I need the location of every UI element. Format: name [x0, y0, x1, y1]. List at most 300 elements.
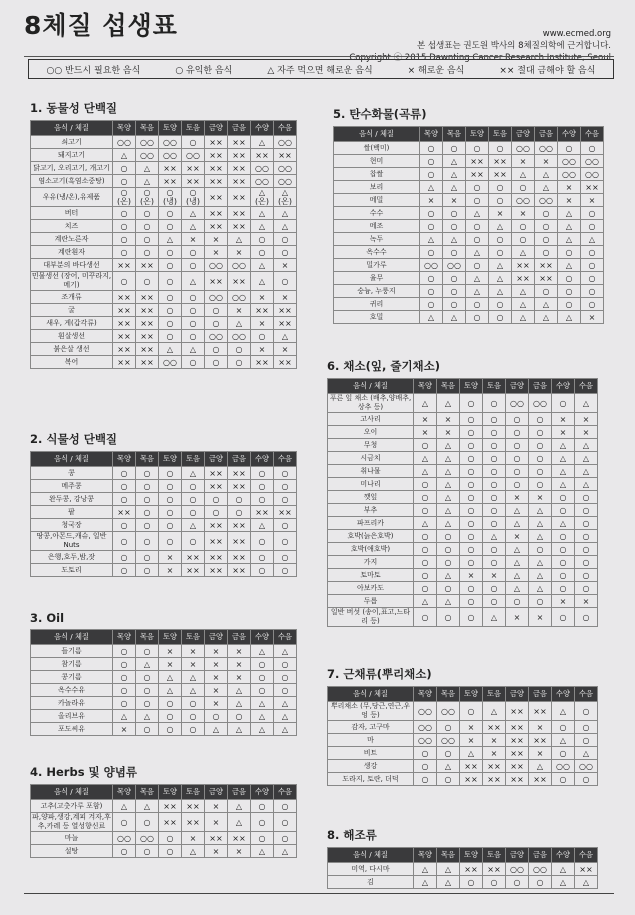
food-name-cell: 부추: [328, 504, 414, 517]
rating-cell: △: [506, 556, 529, 569]
food-name-cell: 들기름: [31, 645, 113, 658]
rating-cell: ××: [512, 259, 535, 272]
rating-cell: ×: [251, 317, 274, 330]
table-header-row: [328, 848, 598, 863]
rating-cell: ○: [535, 207, 558, 220]
rating-cell: ○○: [205, 291, 228, 304]
rating-cell: ○: [466, 181, 489, 194]
rating-cell: ○○: [575, 760, 598, 773]
rating-cell: △: [466, 207, 489, 220]
rating-cell: ○: [136, 551, 159, 564]
table-row: [328, 504, 598, 517]
column-header-constitution: 토음: [182, 452, 205, 467]
rating-cell: ○: [113, 175, 136, 188]
rating-cell: △: [552, 478, 575, 491]
top-divider: [24, 56, 614, 57]
food-table: [30, 451, 297, 577]
rating-cell: ○: [420, 168, 443, 181]
rating-cell: ××: [182, 551, 205, 564]
column-header-constitution: 목양: [113, 785, 136, 800]
rating-cell: ×: [414, 426, 437, 439]
rating-cell: ○: [414, 608, 437, 627]
rating-cell: ××: [205, 220, 228, 233]
rating-cell: ××: [182, 800, 205, 813]
rating-cell: ○: [575, 773, 598, 786]
rating-cell: △: [228, 697, 251, 710]
table-row: [31, 317, 297, 330]
food-name-cell: 취나물: [328, 465, 414, 478]
rating-cell: ××: [529, 773, 552, 786]
rating-cell: ○: [159, 272, 182, 291]
rating-cell: △: [552, 517, 575, 530]
table-row: [328, 773, 598, 786]
rating-cell: ○: [483, 504, 506, 517]
rating-cell: △: [512, 285, 535, 298]
rating-cell: △: [529, 517, 552, 530]
rating-cell: ×: [506, 491, 529, 504]
website-link[interactable]: www.ecmed.org: [542, 29, 611, 39]
table-row: [31, 233, 297, 246]
rating-cell: ○○: [159, 356, 182, 369]
rating-cell: ○: [136, 506, 159, 519]
rating-cell: ××: [113, 343, 136, 356]
rating-cell: ○○: [535, 142, 558, 155]
column-header-constitution: 금음: [535, 127, 558, 142]
food-name-cell: 조개류: [31, 291, 113, 304]
rating-cell: △: [274, 207, 297, 220]
rating-cell: △: [274, 220, 297, 233]
rating-cell: ○○: [437, 702, 460, 721]
rating-cell: △: [506, 543, 529, 556]
rating-cell: ○: [274, 671, 297, 684]
rating-cell: ×: [228, 645, 251, 658]
rating-cell: ××: [228, 220, 251, 233]
rating-cell: ○: [460, 439, 483, 452]
table-row: [328, 452, 598, 465]
table-row: [334, 233, 604, 246]
rating-cell: ×: [182, 832, 205, 845]
rating-cell: ○○: [205, 259, 228, 272]
rating-cell: ○○: [159, 149, 182, 162]
rating-cell: ○○: [228, 259, 251, 272]
rating-cell: ○: [535, 220, 558, 233]
table-row: [31, 710, 297, 723]
rating-cell: △: [575, 478, 598, 491]
table-row: [31, 671, 297, 684]
table-row: [31, 813, 297, 832]
rating-cell: △: [535, 168, 558, 181]
table-row: [31, 697, 297, 710]
column-header-constitution: 수음: [274, 121, 297, 136]
rating-cell: ×: [512, 207, 535, 220]
table-row: [31, 532, 297, 551]
rating-cell: △: [182, 272, 205, 291]
rating-cell: ×: [443, 194, 466, 207]
column-header-food: 음식 / 체질: [31, 785, 113, 800]
section-title: 7. 근채류(뿌리채소): [327, 667, 432, 681]
column-header-constitution: 토음: [182, 630, 205, 645]
rating-cell: △: [251, 220, 274, 233]
table-row: [31, 207, 297, 220]
rating-cell: ○: [437, 608, 460, 627]
food-name-cell: 가지: [328, 556, 414, 569]
column-header-constitution: 목양: [113, 452, 136, 467]
rating-cell: ×: [489, 207, 512, 220]
column-header-constitution: 토양: [159, 452, 182, 467]
rating-cell: △: [512, 311, 535, 324]
rating-cell: ×: [205, 658, 228, 671]
rating-cell: ○○: [113, 136, 136, 149]
table-row: [334, 194, 604, 207]
rating-cell: ○: [512, 181, 535, 194]
rating-cell: ×: [205, 813, 228, 832]
column-header-constitution: 토양: [159, 121, 182, 136]
section-root-vegetables: [327, 666, 598, 786]
rating-cell: ×: [228, 845, 251, 858]
rating-cell: ×: [274, 259, 297, 272]
rating-cell: △: [552, 439, 575, 452]
rating-cell: △: [251, 723, 274, 736]
rating-cell: △: [414, 863, 437, 876]
rating-cell: ○: [466, 142, 489, 155]
rating-cell: ○: [136, 723, 159, 736]
section-animal-protein: [30, 100, 297, 369]
section-title: 5. 탄수화물(곡류): [333, 107, 427, 121]
rating-cell: ××: [136, 317, 159, 330]
table-header-row: [31, 630, 297, 645]
rating-cell: ○: [113, 551, 136, 564]
table-row: [31, 259, 297, 272]
food-name-cell: 수수: [334, 207, 420, 220]
table-row: [31, 800, 297, 813]
table-row: [328, 426, 598, 439]
rating-cell: ○: [274, 493, 297, 506]
rating-cell: ○: [575, 556, 598, 569]
rating-cell: ○: [575, 608, 598, 627]
rating-cell: ○: [274, 813, 297, 832]
rating-cell: △: [251, 272, 274, 291]
rating-cell: ○○: [552, 760, 575, 773]
rating-cell: ○: [159, 519, 182, 532]
column-header-constitution: 토음: [182, 785, 205, 800]
food-name-cell: 호박(애호박): [328, 543, 414, 556]
rating-cell: △: [437, 760, 460, 773]
column-header-constitution: 토양: [159, 630, 182, 645]
table-row: [328, 760, 598, 773]
rating-cell: ××: [506, 734, 529, 747]
rating-cell: ○: [182, 317, 205, 330]
rating-cell: ×: [506, 530, 529, 543]
section-herbs: [30, 764, 297, 858]
section-leafy-vegetables: [327, 358, 598, 627]
table-row: [31, 356, 297, 369]
rating-cell: ×: [581, 194, 604, 207]
rating-cell: ○: [136, 532, 159, 551]
rating-cell: ××: [575, 863, 598, 876]
rating-cell: ○: [443, 142, 466, 155]
rating-cell: ○: [113, 480, 136, 493]
rating-cell: ××: [228, 136, 251, 149]
rating-cell: ××: [136, 304, 159, 317]
rating-cell: ○: [535, 285, 558, 298]
rating-cell: ○: [113, 532, 136, 551]
rating-cell: ○: [552, 491, 575, 504]
table-row: [31, 845, 297, 858]
food-name-cell: 염소고기(흑염소중탕): [31, 175, 113, 188]
rating-cell: ○○: [136, 149, 159, 162]
rating-cell: △: [414, 465, 437, 478]
column-header-constitution: 금음: [228, 630, 251, 645]
column-header-constitution: 수음: [274, 630, 297, 645]
rating-cell: ○: [529, 595, 552, 608]
rating-cell: ××: [483, 773, 506, 786]
table-row: [328, 543, 598, 556]
rating-cell: ○: [205, 506, 228, 519]
rating-cell: ××: [535, 259, 558, 272]
rating-cell: △: [159, 233, 182, 246]
rating-cell: ○○: [274, 175, 297, 188]
rating-cell: ○: [581, 220, 604, 233]
rating-cell: ○: [205, 317, 228, 330]
rating-cell: ○: [483, 517, 506, 530]
rating-cell: ○: [483, 582, 506, 595]
rating-cell: ×: [159, 551, 182, 564]
rating-cell: ○: [437, 556, 460, 569]
rating-cell: ×: [512, 155, 535, 168]
rating-cell: ○: [581, 246, 604, 259]
column-header-constitution: 수음: [575, 687, 598, 702]
rating-cell: ○: [466, 298, 489, 311]
rating-cell: ○: [414, 504, 437, 517]
rating-cell: ○ (냉): [159, 188, 182, 207]
food-table: [327, 686, 598, 786]
column-header-constitution: 토음: [489, 127, 512, 142]
table-row: [328, 608, 598, 627]
food-name-cell: 새우, 게(갑각류): [31, 317, 113, 330]
rating-cell: △: [437, 452, 460, 465]
table-row: [31, 467, 297, 480]
rating-cell: △: [529, 504, 552, 517]
rating-cell: △: [414, 394, 437, 413]
rating-cell: △: [558, 311, 581, 324]
legend-item-caution: △ 자주 먹으면 해로운 음식: [267, 65, 373, 76]
rating-cell: ○: [251, 467, 274, 480]
rating-cell: ○: [414, 582, 437, 595]
rating-cell: △: [529, 582, 552, 595]
column-header-constitution: 수양: [558, 127, 581, 142]
food-name-cell: 은행,호두,밤,잣: [31, 551, 113, 564]
food-table: [327, 378, 598, 627]
rating-cell: ××: [581, 181, 604, 194]
rating-cell: △: [182, 467, 205, 480]
column-header-constitution: 토음: [182, 121, 205, 136]
rating-cell: ○: [182, 697, 205, 710]
rating-cell: ○: [182, 710, 205, 723]
rating-cell: ○○: [274, 136, 297, 149]
food-name-cell: 시금치: [328, 452, 414, 465]
table-row: [328, 491, 598, 504]
rating-cell: ○: [136, 493, 159, 506]
rating-cell: ○: [159, 832, 182, 845]
rating-cell: ××: [274, 317, 297, 330]
rating-cell: ○: [437, 530, 460, 543]
rating-cell: ××: [251, 149, 274, 162]
rating-cell: ××: [159, 800, 182, 813]
rating-cell: △: [251, 845, 274, 858]
food-name-cell: 옥수수유: [31, 684, 113, 697]
rating-cell: ×: [228, 246, 251, 259]
column-header-constitution: 수음: [575, 379, 598, 394]
column-header-constitution: 목음: [136, 121, 159, 136]
rating-cell: △: [182, 220, 205, 233]
rating-cell: ○○: [228, 330, 251, 343]
rating-cell: ○: [466, 233, 489, 246]
rating-cell: △: [437, 439, 460, 452]
rating-cell: ○: [552, 773, 575, 786]
rating-cell: ××: [506, 702, 529, 721]
food-name-cell: 도라지, 토란, 더덕: [328, 773, 414, 786]
rating-cell: △: [113, 710, 136, 723]
rating-cell: ○: [414, 773, 437, 786]
rating-cell: ○: [228, 493, 251, 506]
rating-cell: ×: [581, 311, 604, 324]
rating-cell: ○: [506, 465, 529, 478]
rating-cell: △: [414, 595, 437, 608]
rating-cell: ○: [136, 233, 159, 246]
rating-cell: ×: [274, 343, 297, 356]
rating-cell: ○: [274, 233, 297, 246]
rating-cell: △: [420, 311, 443, 324]
rating-cell: ○: [251, 233, 274, 246]
rating-cell: ○: [420, 155, 443, 168]
column-header-constitution: 토양: [460, 687, 483, 702]
rating-cell: ○: [251, 493, 274, 506]
rating-cell: ○: [460, 556, 483, 569]
table-row: [328, 439, 598, 452]
rating-cell: △: [466, 285, 489, 298]
rating-cell: ○○: [558, 168, 581, 181]
rating-cell: △: [483, 608, 506, 627]
rating-cell: ××: [466, 168, 489, 181]
rating-cell: ×: [575, 426, 598, 439]
rating-cell: ○: [414, 556, 437, 569]
rating-cell: △: [251, 645, 274, 658]
column-header-constitution: 목음: [136, 785, 159, 800]
table-header-row: [31, 452, 297, 467]
rating-cell: ×: [205, 800, 228, 813]
rating-cell: △: [575, 465, 598, 478]
rating-cell: ○: [437, 543, 460, 556]
rating-cell: ××: [466, 155, 489, 168]
food-name-cell: 청국장: [31, 519, 113, 532]
rating-cell: △: [460, 747, 483, 760]
rating-cell: ×: [483, 747, 506, 760]
rating-cell: ○: [460, 582, 483, 595]
rating-cell: ○: [489, 233, 512, 246]
rating-cell: ○: [483, 426, 506, 439]
rating-cell: ×: [535, 155, 558, 168]
food-table: [327, 847, 598, 889]
rating-cell: ○: [182, 506, 205, 519]
rating-cell: ○: [113, 564, 136, 577]
rating-cell: ××: [506, 760, 529, 773]
table-row: [328, 394, 598, 413]
food-table: [30, 629, 297, 736]
rating-cell: △: [552, 465, 575, 478]
column-header-constitution: 토양: [460, 848, 483, 863]
rating-cell: ○: [489, 311, 512, 324]
rating-cell: ○: [113, 493, 136, 506]
rating-cell: ×: [552, 595, 575, 608]
rating-cell: △: [512, 246, 535, 259]
column-header-constitution: 금양: [512, 127, 535, 142]
rating-cell: ○: [136, 645, 159, 658]
rating-cell: ○: [483, 478, 506, 491]
table-row: [31, 645, 297, 658]
food-name-cell: 호박(늙은호박): [328, 530, 414, 543]
food-name-cell: 우유(냉/온),유제품: [31, 188, 113, 207]
column-header-food: 음식 / 체질: [328, 379, 414, 394]
food-name-cell: 민물생선 (장어, 미꾸라지, 메기): [31, 272, 112, 289]
rating-cell: ○: [512, 233, 535, 246]
rating-cell: ○: [414, 478, 437, 491]
column-header-constitution: 수양: [251, 785, 274, 800]
rating-cell: △: [437, 491, 460, 504]
rating-cell: ○: [136, 671, 159, 684]
column-header-constitution: 수양: [251, 121, 274, 136]
rating-cell: ○: [414, 543, 437, 556]
rating-cell: ×: [437, 413, 460, 426]
rating-cell: ××: [506, 721, 529, 734]
rating-cell: ○: [443, 298, 466, 311]
rating-cell: △: [483, 702, 506, 721]
rating-cell: ○: [274, 246, 297, 259]
food-name-cell: 푸른 잎 채소 (배추,양배추,상추 등): [328, 394, 414, 413]
rating-cell: ××: [228, 832, 251, 845]
rating-cell: ×: [460, 569, 483, 582]
rating-cell: ○: [113, 671, 136, 684]
rating-cell: ××: [460, 863, 483, 876]
rating-cell: ○: [558, 246, 581, 259]
rating-cell: ○: [575, 582, 598, 595]
food-name-cell: 뿌리채소 (무,당근,연근,우엉 등): [328, 702, 414, 721]
food-name-cell: 파,양파,생강,계피 겨자,후추,카레 등 열성향신료: [32, 813, 111, 830]
column-header-constitution: 금양: [205, 630, 228, 645]
food-name-cell: 닭고기, 오리고기, 개고기: [31, 162, 113, 175]
rating-cell: ×: [228, 304, 251, 317]
rating-cell: ○: [414, 530, 437, 543]
rating-cell: ○: [251, 658, 274, 671]
rating-cell: ××: [529, 702, 552, 721]
rating-cell: ×: [552, 426, 575, 439]
rating-cell: ××: [228, 272, 251, 291]
rating-cell: ○: [251, 551, 274, 564]
rating-cell: ○: [552, 721, 575, 734]
table-row: [328, 569, 598, 582]
rating-cell: ××: [159, 813, 182, 832]
rating-cell: ○: [529, 478, 552, 491]
rating-cell: ○○: [414, 702, 437, 721]
column-header-constitution: 수양: [251, 630, 274, 645]
rating-cell: ××: [136, 259, 159, 272]
rating-cell: ○: [460, 504, 483, 517]
rating-cell: ○: [159, 291, 182, 304]
column-header-food: 음식 / 체질: [328, 848, 414, 863]
rating-cell: ○: [483, 595, 506, 608]
rating-cell: △: [420, 181, 443, 194]
source-note: 본 섭생표는 권도원 박사의 8체질의학에 근거합니다.: [416, 41, 611, 51]
rating-cell: ○○: [512, 194, 535, 207]
